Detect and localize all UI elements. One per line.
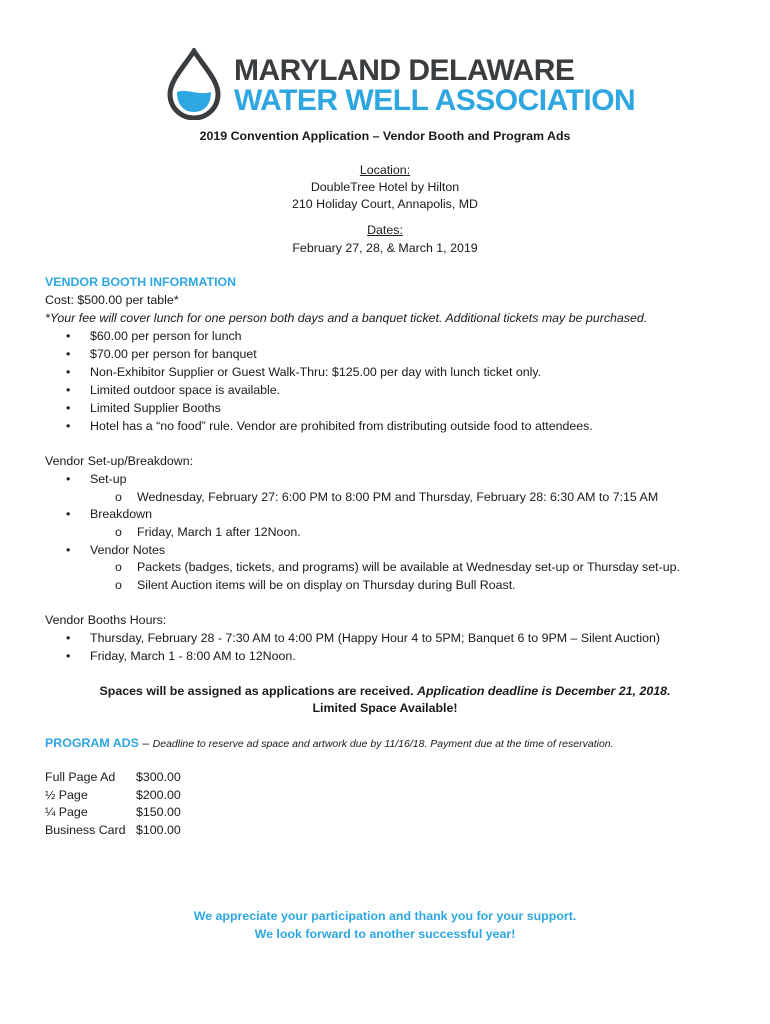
setup-label: Set-up bbox=[90, 472, 127, 486]
bullet-dot: • bbox=[66, 419, 71, 433]
breakdown-label: Breakdown bbox=[90, 507, 152, 521]
program-ads-line bbox=[45, 735, 614, 752]
vendor-note: Packets (badges, tickets, and programs) will be available at Wednesday set-up or Thursday set-up. bbox=[137, 560, 680, 574]
limited-space-notice: Limited Space Available! bbox=[312, 701, 458, 715]
location-venue: DoubleTree Hotel by Hilton bbox=[310, 180, 460, 194]
price-label: Full Page Ad bbox=[45, 770, 116, 784]
program-ads-dash: – bbox=[138, 736, 153, 750]
price-value: $100.00 bbox=[136, 823, 181, 837]
program-ads-heading: PROGRAM ADS bbox=[45, 736, 139, 750]
price-label: Business Card bbox=[45, 823, 126, 837]
sub-bullet: o bbox=[115, 525, 122, 539]
bullet-dot: • bbox=[66, 383, 71, 397]
setup-heading: Vendor Set-up/Breakdown: bbox=[45, 454, 194, 468]
assignment-notice-text: Spaces will be assigned as applications are received. bbox=[99, 684, 418, 698]
bullet-dot: • bbox=[66, 543, 71, 557]
hours-item: Friday, March 1 - 8:00 AM to 12Noon. bbox=[90, 649, 296, 663]
vendor-bullet: Hotel has a “no food” rule. Vendor are prohibited from distributing outside food to attendees. bbox=[90, 419, 593, 433]
page-title: 2019 Convention Application – Vendor Booth and Program Ads bbox=[199, 129, 571, 143]
bullet-dot: • bbox=[66, 347, 71, 361]
bullet-dot: • bbox=[66, 365, 71, 379]
bullet-dot: • bbox=[66, 649, 71, 663]
bullet-dot: • bbox=[66, 329, 71, 343]
vendor-notes-label: Vendor Notes bbox=[90, 543, 166, 557]
price-value: $200.00 bbox=[136, 788, 181, 802]
logo-title-line1: MARYLAND DELAWARE bbox=[234, 54, 575, 87]
vendor-booth-heading: VENDOR BOOTH INFORMATION bbox=[45, 275, 237, 289]
hours-heading: Vendor Booths Hours: bbox=[45, 613, 167, 627]
price-label: ¼ Page bbox=[45, 805, 88, 819]
assignment-notice bbox=[0, 683, 770, 699]
logo-title-line2: WATER WELL ASSOCIATION bbox=[234, 84, 636, 117]
footer-thanks: We appreciate your participation and thank you for your support. bbox=[193, 909, 577, 923]
water-drop-icon bbox=[164, 48, 224, 120]
footer-closing: We look forward to another successful year! bbox=[254, 927, 516, 941]
setup-detail: Wednesday, February 27: 6:00 PM to 8:00 PM and Thursday, February 28: 6:30 AM to 7:15 AM bbox=[137, 490, 659, 504]
bullet-dot: • bbox=[66, 401, 71, 415]
vendor-note: Silent Auction items will be on display on Thursday during Bull Roast. bbox=[137, 578, 516, 592]
breakdown-detail: Friday, March 1 after 12Noon. bbox=[137, 525, 301, 539]
bullet-dot: • bbox=[66, 631, 71, 645]
sub-bullet: o bbox=[115, 578, 122, 592]
price-label: ½ Page bbox=[45, 788, 88, 802]
bullet-dot: • bbox=[66, 507, 71, 521]
bullet-dot: • bbox=[66, 472, 71, 486]
vendor-bullet: Limited outdoor space is available. bbox=[90, 383, 281, 397]
location-heading: Location: bbox=[359, 163, 411, 177]
dates-value: February 27, 28, & March 1, 2019 bbox=[292, 241, 478, 255]
price-value: $150.00 bbox=[136, 805, 181, 819]
vendor-bullet: Limited Supplier Booths bbox=[90, 401, 221, 415]
vendor-fee-note: *Your fee will cover lunch for one person both days and a banquet ticket. Additional tickets may be purchased. bbox=[45, 311, 648, 325]
application-deadline: Application deadline is December 21, 2018. bbox=[417, 684, 671, 698]
hours-item: Thursday, February 28 - 7:30 AM to 4:00 PM (Happy Hour 4 to 5PM; Banquet 6 to 9PM – Silent Auction) bbox=[90, 631, 661, 645]
vendor-bullet: Non-Exhibitor Supplier or Guest Walk-Thru: $125.00 per day with lunch ticket only. bbox=[90, 365, 542, 379]
price-value: $300.00 bbox=[136, 770, 181, 784]
sub-bullet: o bbox=[115, 490, 122, 504]
program-ads-deadline: Deadline to reserve ad space and artwork due by 11/16/18. Payment due at the time of reservation. bbox=[152, 738, 614, 750]
vendor-bullet: $70.00 per person for banquet bbox=[90, 347, 257, 361]
dates-heading: Dates: bbox=[367, 223, 403, 237]
sub-bullet: o bbox=[115, 560, 122, 574]
vendor-cost: Cost: $500.00 per table* bbox=[45, 293, 179, 307]
association-logo bbox=[164, 48, 636, 120]
vendor-bullet: $60.00 per person for lunch bbox=[90, 329, 242, 343]
location-address: 210 Holiday Court, Annapolis, MD bbox=[292, 197, 478, 211]
